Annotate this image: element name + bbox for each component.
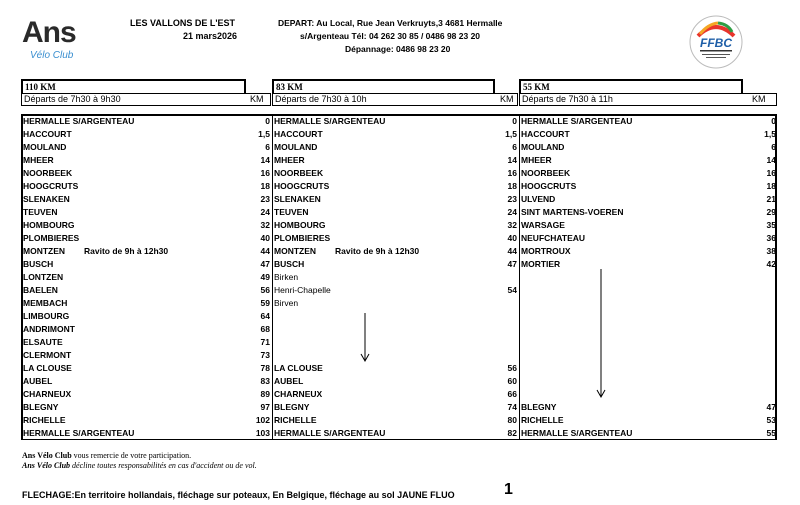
km-value: 32 (260, 220, 270, 230)
place-name: TEUVEN (23, 207, 58, 217)
km-value: 23 (507, 194, 517, 204)
departs-row-55 (519, 93, 777, 106)
place-name: LIMBOURG (23, 311, 70, 321)
km-value: 14 (766, 155, 776, 165)
place-name: AUBEL (274, 376, 304, 386)
km-value: 66 (507, 389, 517, 399)
place-name: ULVEND (521, 194, 556, 204)
km-value: 0 (265, 116, 270, 126)
place-name: MEMBACH (23, 298, 68, 308)
km-value: 40 (507, 233, 517, 243)
disclaimer-note (22, 461, 257, 470)
event-date: 21 mars2026 (183, 31, 238, 41)
distance-header-83 (272, 79, 495, 93)
km-value: 73 (260, 350, 270, 360)
km-value: 38 (766, 246, 776, 256)
depart-line-2: s/Argenteau Tél: 04 262 30 85 / 0486 98 23 20 (300, 31, 481, 41)
place-name: PLOMBIERES (274, 233, 331, 243)
departs-text: Départs de 7h30 à 10h (275, 94, 367, 104)
place-name: MHEER (274, 155, 305, 165)
km-value: 102 (255, 415, 270, 425)
km-value: 40 (260, 233, 270, 243)
km-value: 49 (260, 272, 270, 282)
place-name: MHEER (23, 155, 54, 165)
place-name: HACCOURT (274, 129, 323, 139)
km-value: 59 (260, 298, 270, 308)
place-name: MONTZEN (23, 246, 66, 256)
departs-row-110 (21, 93, 271, 106)
place-name: HERMALLE S/ARGENTEAU (23, 116, 135, 126)
km-value: 18 (766, 181, 776, 191)
place-name: HOMBOURG (274, 220, 326, 230)
km-value: 71 (260, 337, 270, 347)
km-value: 44 (260, 246, 270, 256)
place-name: LA CLOUSE (23, 363, 72, 373)
ffbc-logo-text: FFBC (700, 36, 732, 50)
km-value: 14 (260, 155, 270, 165)
place-name: HOOGCRUTS (521, 181, 577, 191)
logo-main-text: Ans (22, 16, 76, 49)
route-table (21, 114, 777, 440)
place-name: SLENAKEN (274, 194, 321, 204)
km-value: 56 (260, 285, 270, 295)
depart-line-1: DEPART: Au Local, Rue Jean Verkruyts,3 4681 Hermalle (278, 18, 503, 28)
km-value: 47 (507, 259, 517, 269)
km-value: 82 (507, 428, 517, 438)
km-value: 29 (766, 207, 776, 217)
place-name: AUBEL (23, 376, 53, 386)
km-value: 23 (260, 194, 270, 204)
km-value: 44 (507, 246, 517, 256)
distance-header-55 (519, 79, 743, 93)
km-value: 89 (260, 389, 270, 399)
place-name: Birven (274, 298, 299, 308)
event-title: LES VALLONS DE L'EST (130, 18, 235, 28)
km-value: 97 (260, 402, 270, 412)
place-name: BLEGNY (23, 402, 59, 412)
place-name: RICHELLE (521, 415, 564, 425)
km-value: 16 (766, 168, 776, 178)
departs-text: Départs de 7h30 à 9h30 (24, 94, 121, 104)
place-name: HERMALLE S/ARGENTEAU (274, 116, 386, 126)
place-name: NOORBEEK (23, 168, 73, 178)
ravito-note: Ravito de 9h à 12h30 (335, 246, 420, 256)
place-name: CHARNEUX (23, 389, 72, 399)
place-name: NOORBEEK (521, 168, 571, 178)
flechage-note: FLECHAGE:En territoire hollandais, fléchage sur poteaux, En Belgique, fléchage au sol JAUNE FLUO (22, 490, 455, 500)
km-value: 74 (507, 402, 517, 412)
column-divider (519, 114, 520, 440)
km-value: 18 (260, 181, 270, 191)
column-divider (272, 114, 273, 440)
km-value: 1,5 (258, 129, 270, 139)
logo-sub-text: Vélo Club (30, 50, 74, 61)
km-value: 68 (260, 324, 270, 334)
km-value: 18 (507, 181, 517, 191)
km-value: 16 (260, 168, 270, 178)
club-name: Ans Vélo Club (22, 451, 72, 460)
km-value: 0 (512, 116, 517, 126)
place-name: BLEGNY (521, 402, 557, 412)
km-value: 24 (507, 207, 517, 217)
km-value: 21 (766, 194, 776, 204)
km-value: 35 (766, 220, 776, 230)
place-name: SINT MARTENS-VOEREN (521, 207, 624, 217)
distance-label: 110 KM (25, 82, 56, 92)
km-value: 80 (507, 415, 517, 425)
distance-label: 55 KM (523, 82, 550, 92)
thanks-text: vous remercie de votre participation. (71, 451, 192, 460)
km-value: 36 (766, 233, 776, 243)
km-value: 83 (260, 376, 270, 386)
km-header: KM (500, 94, 514, 104)
distance-label: 83 KM (276, 82, 303, 92)
place-name: MHEER (521, 155, 552, 165)
thanks-note (22, 451, 191, 460)
place-name: BAELEN (23, 285, 58, 295)
km-value: 16 (507, 168, 517, 178)
place-name: HERMALLE S/ARGENTEAU (521, 116, 633, 126)
km-value: 42 (766, 259, 776, 269)
km-header: KM (752, 94, 766, 104)
place-name: ANDRIMONT (23, 324, 75, 334)
km-value: 6 (512, 142, 517, 152)
place-name: ELSAUTE (23, 337, 63, 347)
km-value: 60 (507, 376, 517, 386)
departs-row-83 (272, 93, 518, 106)
km-value: 1,5 (764, 129, 776, 139)
place-name: LONTZEN (23, 272, 64, 282)
place-name: BLEGNY (274, 402, 310, 412)
place-name: HOMBOURG (23, 220, 75, 230)
place-name: HACCOURT (521, 129, 570, 139)
place-name: NOORBEEK (274, 168, 324, 178)
km-value: 47 (766, 402, 776, 412)
km-value: 54 (507, 285, 517, 295)
km-value: 32 (507, 220, 517, 230)
place-name: SLENAKEN (23, 194, 70, 204)
ravito-note: Ravito de 9h à 12h30 (84, 246, 169, 256)
place-name: HOOGCRUTS (23, 181, 79, 191)
disclaimer-text: décline toutes responsabilités en cas d'accident ou de vol. (70, 461, 257, 470)
km-value: 78 (260, 363, 270, 373)
place-name: RICHELLE (23, 415, 66, 425)
place-name: HACCOURT (23, 129, 72, 139)
ans-velo-club-logo (18, 16, 98, 64)
km-value: 1,5 (505, 129, 517, 139)
place-name: HERMALLE S/ARGENTEAU (23, 428, 135, 438)
km-value: 6 (771, 142, 776, 152)
place-name: MORTIER (521, 259, 561, 269)
km-value: 55 (766, 428, 776, 438)
place-name: HOOGCRUTS (274, 181, 330, 191)
place-name: RICHELLE (274, 415, 317, 425)
distance-header-110 (21, 79, 246, 93)
km-value: 24 (260, 207, 270, 217)
place-name: BUSCH (274, 259, 305, 269)
km-value: 64 (260, 311, 270, 321)
km-header: KM (250, 94, 264, 104)
place-name: HERMALLE S/ARGENTEAU (521, 428, 633, 438)
place-name: CHARNEUX (274, 389, 323, 399)
place-name: MONTZEN (274, 246, 317, 256)
place-name: MORTROUX (521, 246, 571, 256)
place-name: MOULAND (274, 142, 318, 152)
place-name: NEUFCHATEAU (521, 233, 586, 243)
km-value: 47 (260, 259, 270, 269)
km-value: 53 (766, 415, 776, 425)
place-name: CLERMONT (23, 350, 72, 360)
place-name: HERMALLE S/ARGENTEAU (274, 428, 386, 438)
km-value: 0 (771, 116, 776, 126)
place-name: TEUVEN (274, 207, 309, 217)
km-value: 56 (507, 363, 517, 373)
place-name: Henri-Chapelle (274, 285, 331, 295)
page-number: 1 (504, 481, 513, 498)
place-name: LA CLOUSE (274, 363, 323, 373)
departs-text: Départs de 7h30 à 11h (522, 94, 613, 104)
place-name: PLOMBIERES (23, 233, 80, 243)
down-arrow-icon (358, 312, 372, 364)
place-name: MOULAND (23, 142, 67, 152)
down-arrow-icon (594, 268, 608, 400)
km-value: 14 (507, 155, 517, 165)
place-name: BUSCH (23, 259, 54, 269)
place-name: WARSAGE (521, 220, 565, 230)
km-value: 6 (265, 142, 270, 152)
ffbc-logo (688, 14, 744, 70)
km-value: 103 (255, 428, 270, 438)
place-name: Birken (274, 272, 299, 282)
club-name: Ans Vélo Club (22, 461, 71, 470)
place-name: MOULAND (521, 142, 565, 152)
depart-line-3: Dépannage: 0486 98 23 20 (345, 44, 451, 54)
